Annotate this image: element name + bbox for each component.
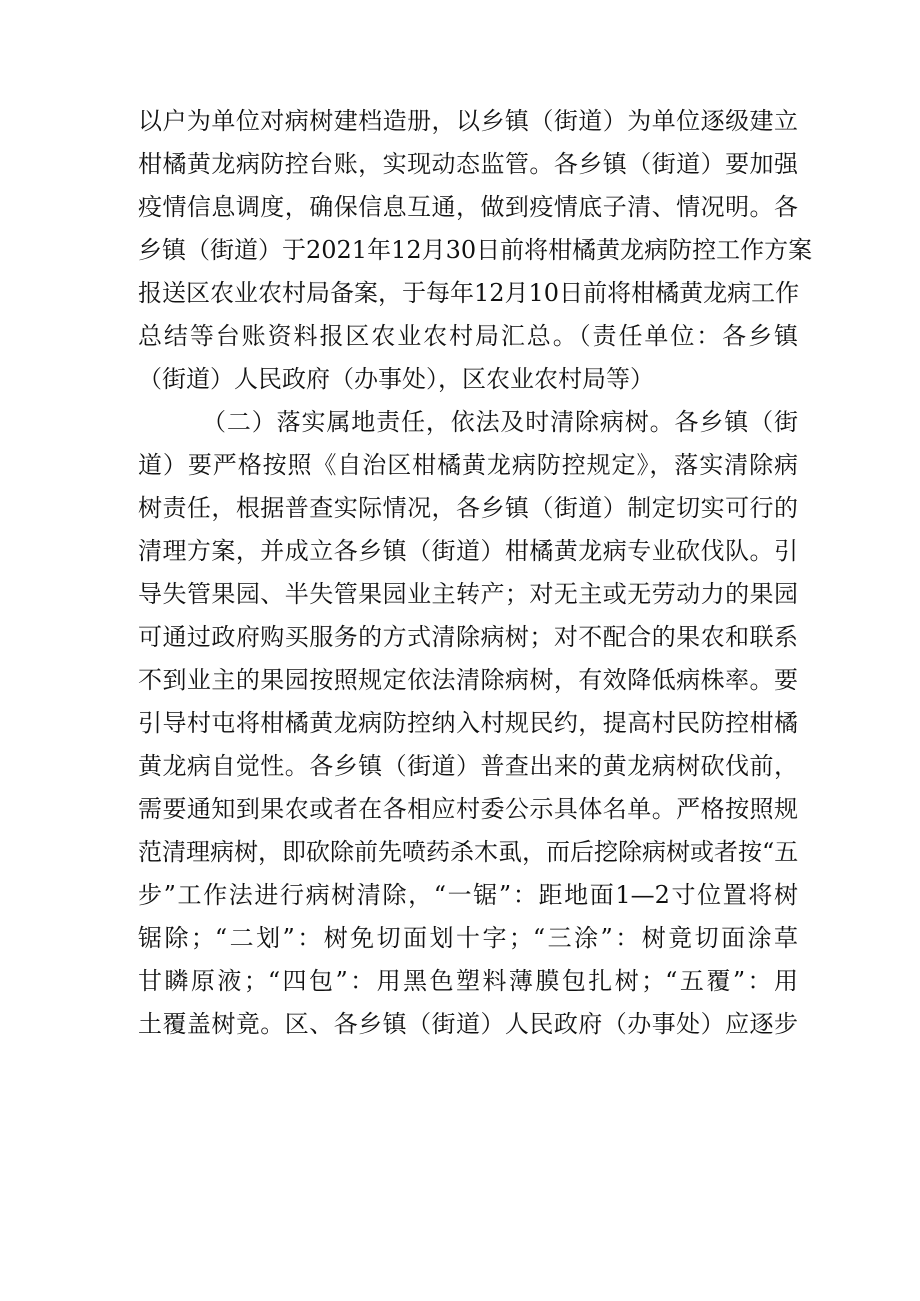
text-line: 范清理病树，即砍除前先喷药杀木虱，而后挖除病树或者按“五 — [138, 838, 799, 866]
text-line: 总结等台账资料报区农业农村局汇总。（责任单位：各乡镇 — [138, 322, 798, 350]
text-line: 乡镇（街道）于2021年12月30日前将柑橘黄龙病防控工作方案 — [138, 236, 813, 264]
section-heading-line: （二）落实属地责任，依法及时清除病树。各乡镇（街 — [202, 408, 798, 436]
text-line: 清理方案，并成立各乡镇（街道）柑橘黄龙病专业砍伐队。引 — [138, 537, 798, 565]
text-line: 导失管果园、半失管果园业主转产；对无主或无劳动力的果园 — [138, 580, 798, 608]
text-line: 可通过政府购买服务的方式清除病树；对不配合的果农和联系 — [138, 623, 798, 651]
text-line: 报送区农业农村局备案，于每年12月10日前将柑橘黄龙病工作 — [138, 279, 800, 307]
text-line: 以户为单位对病树建档造册，以乡镇（街道）为单位逐级建立 — [138, 107, 798, 135]
text-line: 锯除；“二划”：树免切面划十字；“三涂”：树竟切面涂草 — [138, 924, 798, 952]
text-line: 道）要严格按照《自治区柑橘黄龙病防控规定》，落实清除病 — [138, 451, 798, 479]
text-line: 黄龙病自觉性。各乡镇（街道）普查出来的黄龙病树砍伐前， — [138, 752, 798, 780]
text-line: 柑橘黄龙病防控台账，实现动态监管。各乡镇（街道）要加强 — [138, 150, 798, 178]
document-page — [138, 100, 813, 1046]
text-line: 步”工作法进行病树清除，“一锯”：距地面1—2寸位置将树 — [138, 881, 798, 909]
text-line: （街道）人民政府（办事处），区农业农村局等） — [138, 365, 654, 393]
text-line: 引导村屯将柑橘黄龙病防控纳入村规民约，提高村民防控柑橘 — [138, 709, 798, 737]
text-line: 甘瞵原液；“四包”：用黑色塑料薄膜包扎树；“五覆”：用 — [138, 967, 798, 995]
text-line: 树责任，根据普查实际情况，各乡镇（街道）制定切实可行的 — [138, 494, 798, 522]
text-line: 不到业主的果园按照规定依法清除病树，有效降低病株率。要 — [138, 666, 798, 694]
text-line: 土覆盖树竟。区、各乡镇（街道）人民政府（办事处）应逐步 — [138, 1010, 798, 1038]
text-line: 疫情信息调度，确保信息互通，做到疫情底子清、情况明。各 — [138, 193, 798, 221]
text-line: 需要通知到果农或者在各相应村委公示具体名单。严格按照规 — [138, 795, 798, 823]
